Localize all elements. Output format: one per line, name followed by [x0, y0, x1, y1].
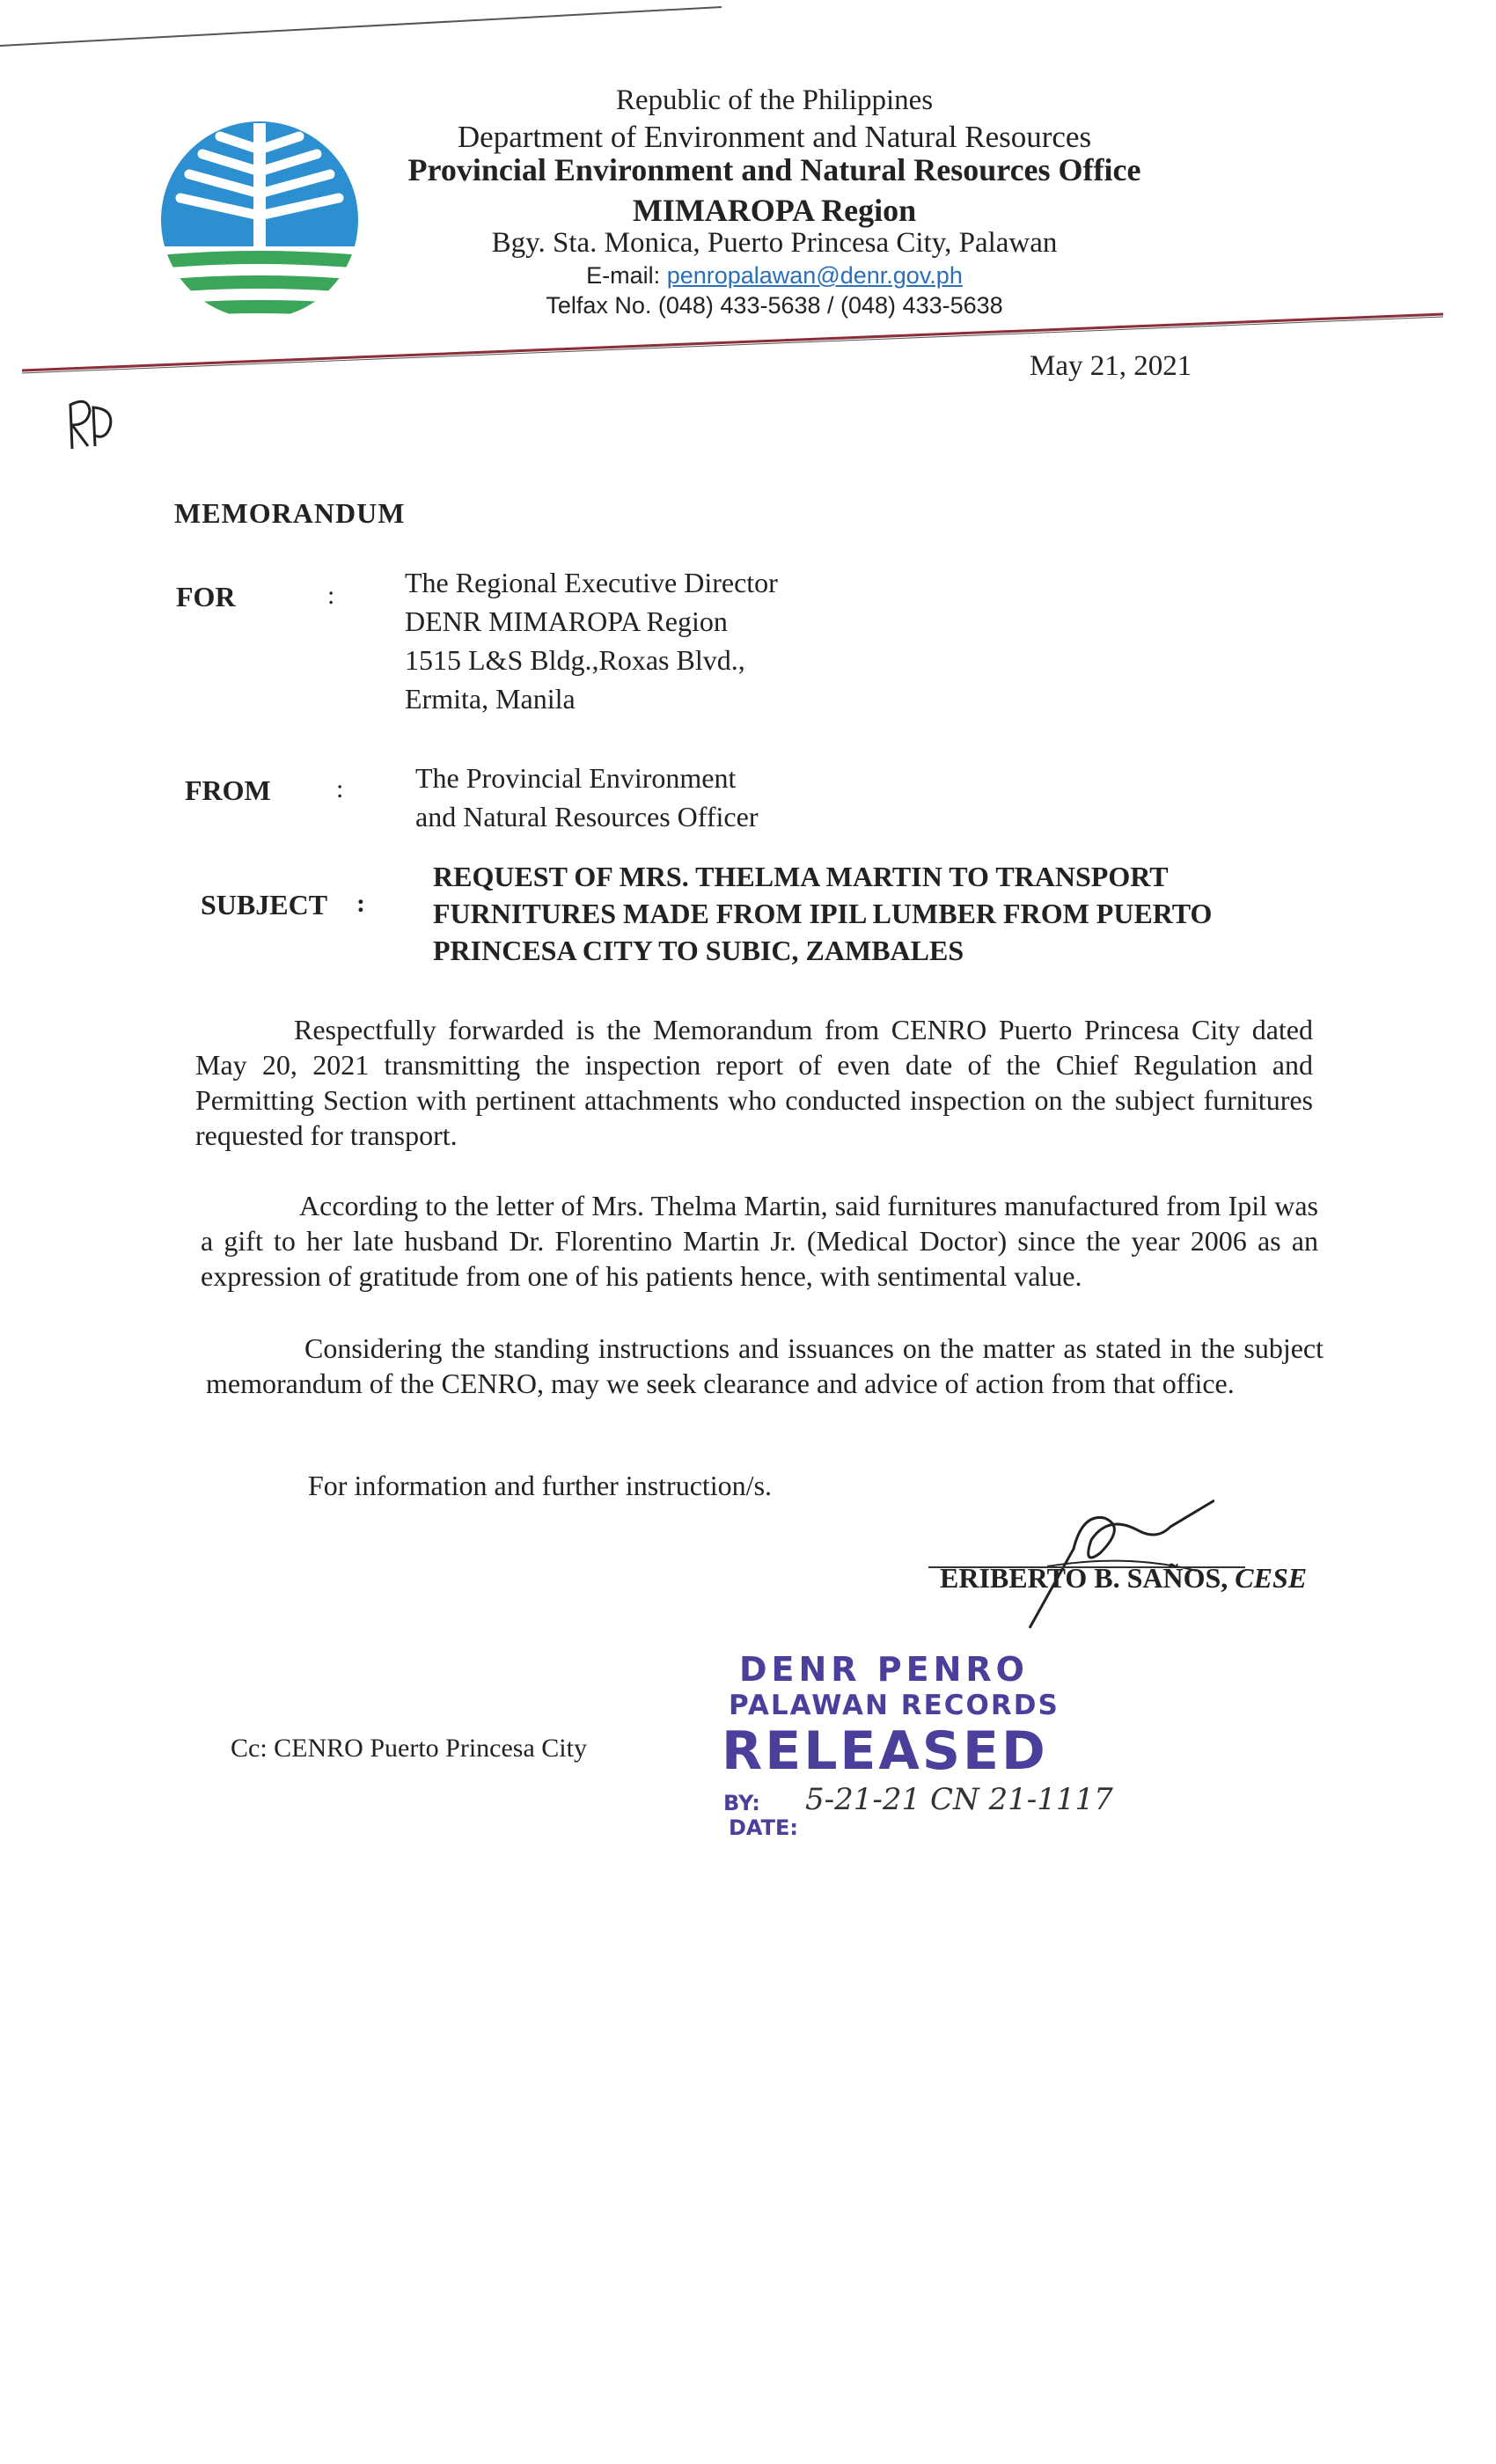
signatory-full-name: ERIBERTO B. SAÑOS, [940, 1562, 1228, 1594]
stamp-by-label: BY: [723, 1791, 760, 1815]
for-label: FOR [176, 581, 236, 612]
body-paragraph-3: Considering the standing instructions and issuances on the matter as stated in the subject memorandum of the CENRO, may we seek clearance and advice of action from that office. [206, 1332, 1324, 1399]
stamp-date-label: DATE: [729, 1815, 798, 1840]
denr-logo [158, 114, 361, 326]
carbon-copy: Cc: CENRO Puerto Princesa City [231, 1734, 587, 1763]
stamp-office: DENR PENRO [739, 1650, 1029, 1689]
body-closing-line: For information and further instruction/s. [308, 1470, 773, 1501]
for-line: DENR MIMAROPA Region [405, 605, 728, 637]
stamp-released: RELEASED [722, 1720, 1048, 1782]
for-colon: : [327, 581, 335, 610]
for-line: 1515 L&S Bldg.,Roxas Blvd., [405, 644, 745, 676]
signatory-suffix: CESE [1235, 1562, 1308, 1594]
header-address: Bgy. Sta. Monica, Puerto Princesa City, Palawan [491, 227, 1058, 259]
header-republic: Republic of the Philippines [615, 84, 934, 116]
body-paragraph-2: According to the letter of Mrs. Thelma Martin, said furnitures manufactured from Ipil was a gift to her late husband Dr. Florentino Martin Jr. (Medical Doctor) since the year 2006 as an expression of gratitude from one of his patients hence, with sentimental value. [201, 1190, 1318, 1292]
email-link[interactable]: penropalawan@denr.gov.ph [666, 262, 963, 289]
memo-date: May 21, 2021 [1030, 350, 1192, 382]
from-colon: : [336, 774, 344, 803]
subject-text: REQUEST OF MRS. THELMA MARTIN TO TRANSPORT FURNITURES MADE FROM IPIL LUMBER FROM PUERTO PRINCESA CITY TO SUBIC, ZAMBALES [433, 861, 1213, 966]
for-line: The Regional Executive Director [405, 567, 778, 598]
subject-label: SUBJECT [201, 889, 328, 920]
from-label: FROM [185, 774, 271, 806]
memorandum-heading: MEMORANDUM [174, 497, 406, 529]
header-office: Provincial Environment and Natural Resources Office [407, 152, 1141, 187]
signature-scribble [950, 1478, 1214, 1637]
for-recipient [405, 563, 778, 718]
signatory-name [940, 1562, 1307, 1595]
email-label: E-mail: [586, 262, 661, 289]
header-telfax: Telfax No. (048) 433-5638 / (048) 433-5638 [546, 292, 1003, 319]
subject-colon: : [356, 889, 365, 918]
for-line: Ermita, Manila [405, 683, 576, 715]
from-sender [415, 759, 758, 836]
header-department: Department of Environment and Natural Resources [457, 120, 1092, 154]
header-region: MIMAROPA Region [632, 193, 917, 228]
body-paragraph-1: Respectfully forwarded is the Memorandum from CENRO Puerto Princesa City dated May 20, 2021 transmitting the inspection report of even date of the Chief Regulation and Permitting Section with pertinent attachments who conducted inspection on the subject furnitures requested for transport. [195, 1014, 1313, 1151]
from-line: and Natural Resources Officer [415, 801, 759, 832]
header-separator-line [0, 304, 1496, 374]
handwritten-initials [62, 392, 123, 462]
stamp-handwritten-entry: 5-21-21 CN 21-1117 [805, 1782, 1113, 1817]
stamp-records: PALAWAN RECORDS [729, 1690, 1060, 1721]
from-line: The Provincial Environment [415, 762, 737, 794]
scan-top-line [0, 0, 1496, 53]
header-email [334, 262, 1214, 290]
